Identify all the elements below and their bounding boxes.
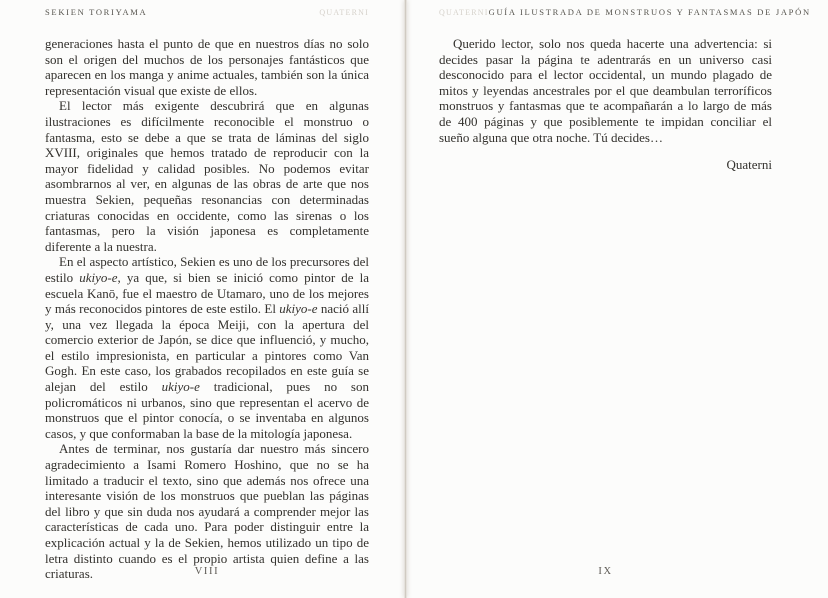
right-page-body <box>439 36 772 145</box>
book-gutter <box>404 0 407 598</box>
running-header-book-title: GUÍA ILUSTRADA DE MONSTRUOS Y FANTASMAS DE JAPÓN <box>488 7 811 17</box>
page-number-left: VIII <box>194 566 220 577</box>
page-number-right: IX <box>598 566 613 577</box>
paragraph: generaciones hasta el punto de que en nuestros días no solo son el origen del muchos de los personajes fantásticos que aparecen en los manga y anime actuales, también son la única representación visual que existe de ellos. <box>45 36 369 98</box>
quaterni-watermark-right: QUATERNI <box>439 8 489 17</box>
paragraph: Antes de terminar, nos gustaría dar nuestro más sincero agradecimiento a Isami Romero Hoshino, que no se ha limitado a traducir el texto, sino que además nos ofrece una interesante visión de los monstruos que pueblan las páginas del libro y que sin duda nos ayudará a comprender mejor las características de cada uno. Para poder distinguir entre la explicación actual y la de Sekien, hemos utilizado un tipo de letra distinto cuando es el propio artista quien define a las criaturas. <box>45 441 369 582</box>
paragraph: El lector más exigente descubrirá que en algunas ilustraciones es difícilmente reconocible el monstruo o fantasma, esto se debe a que se trata de láminas del siglo XVIII, originales que hemos tratado de reproducir con la mayor fidelidad y calidad posibles. No podemos evitar asombrarnos al ver, en algunas de las obras de arte que nos muestra Sekien, pequeñas resonancias con determinadas criaturas conocidas en occidente, como las sirenas o los fantasmas, pero la visión japonesa es completamente diferente a la nuestra. <box>45 98 369 254</box>
quaterni-watermark-left: QUATERNI <box>319 8 369 17</box>
publisher-signature: Quaterni <box>726 157 772 172</box>
running-header-author: SEKIEN TORIYAMA <box>45 7 148 17</box>
left-page-body <box>45 36 369 582</box>
paragraph: Querido lector, solo nos queda hacerte una advertencia: si decides pasar la página te adentrarás en un universo casi desconocido para el lector occidental, un mundo plagado de mitos y leyendas ancestrales por el que deambulan terroríficos monstruos y fantasmas que te acompañarán a lo largo de más de 400 páginas y que posiblemente te impidan conciliar el sueño alguna que otra noche. Tú decides… <box>439 36 772 145</box>
paragraph: En el aspecto artístico, Sekien es uno de los precursores del estilo ukiyo-e, ya que, si bien se inició como pintor de la escuela Kanō, fue el maestro de Utamaro, uno de los mejores y más reconocidos pintores de este estilo. El ukiyo-e nació allí y, una vez llegada la época Meiji, con la apertura del comercio exterior de Japón, se dice que influenció, y mucho, el estilo impresionista, en particular a pintores como Van Gogh. En este caso, los grabados recopilados en este guía se alejan del estilo ukiyo-e tradicional, pues no son policromáticos ni urbanos, sino que representan el acervo de monstruos que el pintor conocía, o se inventaba en algunos casos, y que conformaban la base de la mitología japonesa. <box>45 254 369 441</box>
right-page-header <box>439 7 811 17</box>
left-page-header <box>45 7 369 17</box>
